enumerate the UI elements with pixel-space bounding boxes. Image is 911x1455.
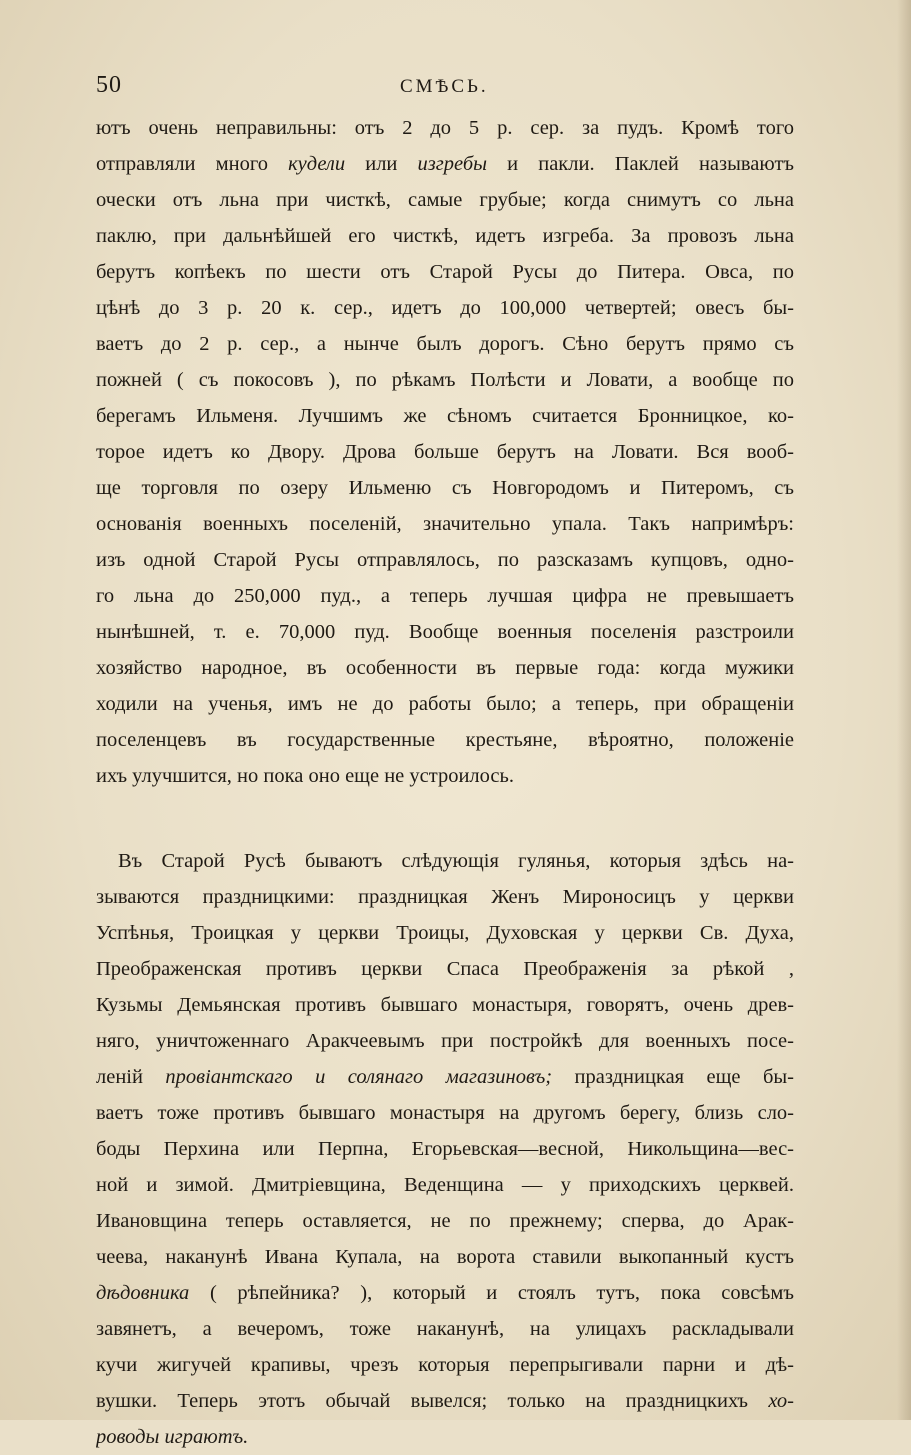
page-header	[96, 72, 816, 102]
text-run: чеева, наканунѣ Ивана Купала, на ворота ставили выкопанный кустъ	[96, 1246, 794, 1268]
text-run: ихъ улучшится, но пока оно еще не устроилось.	[96, 765, 514, 787]
text-run: ваетъ до 2 р. сер., а нынче былъ дорогъ. Сѣно берутъ прямо съ	[96, 333, 794, 355]
text-line	[96, 915, 794, 951]
text-line	[96, 1131, 794, 1167]
text-run: Успѣнья, Троицкая у церкви Троицы, Духовская у церкви Св. Духа,	[96, 922, 794, 944]
italic-text: роводы играютъ.	[96, 1426, 249, 1448]
text-run: ной и зимой. Дмитріевщина, Веденщина — у приходскихъ церквей.	[96, 1174, 794, 1196]
text-run: поселенцевъ въ государственные крестьяне, вѣроятно, положеніе	[96, 729, 794, 751]
text-line	[96, 1239, 794, 1275]
text-line	[96, 290, 794, 326]
text-line	[96, 1023, 794, 1059]
text-run: ще торговля по озеру Ильменю съ Новгородомъ и Питеромъ, съ	[96, 477, 794, 499]
text-line	[96, 146, 794, 182]
paragraph	[96, 110, 794, 794]
text-run: изъ одной Старой Русы отправлялось, по разсказамъ купцовъ, одно-	[96, 549, 794, 571]
text-run: Кузьмы Демьянская противъ бывшаго монастыря, говорятъ, очень древ-	[96, 994, 794, 1016]
text-line	[96, 110, 794, 146]
text-run: Преображенская противъ церкви Спаса Преображенія за рѣкой ,	[96, 958, 794, 980]
text-run: Ивановщина теперь оставляется, не по прежнему; сперва, до Арак-	[96, 1210, 794, 1232]
italic-text: хо-	[768, 1390, 794, 1412]
text-run: нынѣшней, т. е. 70,000 пуд. Вообще военныя поселенія разстроили	[96, 621, 794, 643]
text-run: ( рѣпейника? ), который и стоялъ тутъ, пока совсѣмъ	[189, 1282, 794, 1304]
text-run: вушки. Теперь этотъ обычай вывелся; только на праздницкихъ	[96, 1390, 769, 1412]
text-line	[96, 1419, 794, 1455]
italic-text: провіантскаго и солянаго магазиновъ;	[165, 1066, 553, 1088]
text-line	[96, 758, 794, 794]
text-run: основанія военныхъ поселеній, значительно упала. Такъ напримѣръ:	[96, 513, 794, 535]
text-run: ходили на ученья, имъ не до работы было; а теперь, при обращеніи	[96, 693, 794, 715]
text-line	[96, 362, 794, 398]
text-run: берегамъ Ильменя. Лучшимъ же сѣномъ считается Бронницкое, ко-	[96, 405, 794, 427]
text-run: кучи жигучей крапивы, чрезъ которыя перепрыгивали парни и дѣ-	[96, 1354, 794, 1376]
running-title: СМѢСЬ.	[400, 76, 489, 97]
text-line	[96, 879, 794, 915]
text-line	[96, 1275, 794, 1311]
text-run: Въ Старой Русѣ бываютъ слѣдующія гулянья, которыя здѣсь на-	[118, 850, 794, 872]
text-run: берутъ копѣекъ по шести отъ Старой Русы до Питера. Овса, по	[96, 261, 794, 283]
text-line	[96, 1059, 794, 1095]
paragraph-gap	[96, 794, 794, 843]
page-number: 50	[96, 72, 122, 98]
text-line	[96, 1347, 794, 1383]
text-line	[96, 506, 794, 542]
text-run: леній	[96, 1066, 166, 1088]
text-run: няго, уничтоженнаго Аракчеевымъ при постройкѣ для военныхъ посе-	[96, 1030, 794, 1052]
text-run: и пакли. Паклей называютъ	[487, 153, 794, 175]
text-line	[96, 1167, 794, 1203]
text-run: ваетъ тоже противъ бывшаго монастыря на другомъ берегу, близь сло-	[96, 1102, 794, 1124]
text-run: пожней ( съ покосовъ ), по рѣкамъ Полѣсти и Ловати, а вообще по	[96, 369, 794, 391]
text-line	[96, 1203, 794, 1239]
text-line	[96, 722, 794, 758]
italic-text: изгребы	[417, 153, 488, 175]
text-line	[96, 326, 794, 362]
text-run: паклю, при дальнѣйшей его чисткѣ, идетъ изгреба. За провозъ льна	[96, 225, 794, 247]
text-line	[96, 987, 794, 1023]
page-edge-shadow	[897, 0, 911, 1420]
text-line	[96, 1383, 794, 1419]
italic-text: кудели	[288, 153, 346, 175]
text-line	[96, 1311, 794, 1347]
text-run: цѣнѣ до 3 р. 20 к. сер., идетъ до 100,000 четвертей; овесъ бы-	[96, 297, 794, 319]
text-run: очески отъ льна при чисткѣ, самые грубые; когда снимутъ со льна	[96, 189, 794, 211]
text-run: праздницкая еще бы-	[552, 1066, 794, 1088]
text-line	[96, 254, 794, 290]
text-line	[96, 434, 794, 470]
text-run: боды Перхина или Перпна, Егорьевская—весной, Никольщина—вес-	[96, 1138, 794, 1160]
text-line	[96, 650, 794, 686]
text-run: торое идетъ ко Двору. Дрова больше берутъ на Ловати. Вся вооб-	[96, 441, 794, 463]
text-run: го льна до 250,000 пуд., а теперь лучшая цифра не превышаетъ	[96, 585, 794, 607]
text-line	[96, 686, 794, 722]
text-run: или	[345, 153, 418, 175]
text-run: отправляли много	[96, 153, 289, 175]
text-run: ютъ очень неправильны: отъ 2 до 5 р. сер. за пудъ. Кромѣ того	[96, 117, 794, 139]
text-line	[96, 951, 794, 987]
text-line	[96, 843, 794, 879]
text-line	[96, 1095, 794, 1131]
text-run: зываются праздницкими: праздницкая Женъ Мироносицъ у церкви	[96, 886, 794, 908]
text-line	[96, 398, 794, 434]
text-run: хозяйство народное, въ особенности въ первые года: когда мужики	[96, 657, 794, 679]
text-run: завянетъ, а вечеромъ, тоже наканунѣ, на улицахъ раскладывали	[96, 1318, 794, 1340]
text-line	[96, 578, 794, 614]
text-line	[96, 542, 794, 578]
paragraph	[96, 843, 794, 1455]
text-line	[96, 470, 794, 506]
body-text	[96, 110, 794, 1455]
text-line	[96, 218, 794, 254]
text-line	[96, 614, 794, 650]
italic-text: дѣдовника	[96, 1282, 190, 1304]
text-line	[96, 182, 794, 218]
